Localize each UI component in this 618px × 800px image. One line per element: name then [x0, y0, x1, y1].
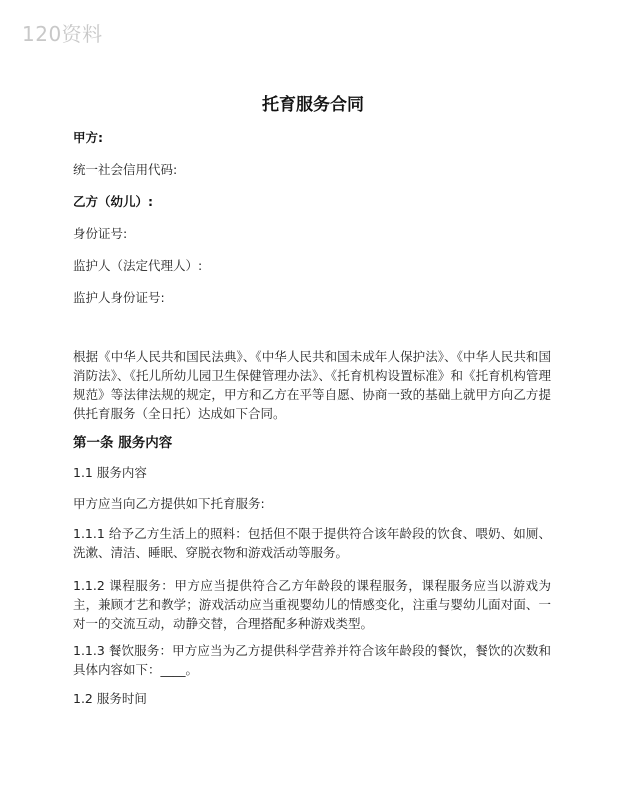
guardian-id-label: 监护人身份证号: [73, 290, 165, 305]
section-1-1-2-paragraph: 1.1.2 课程服务：甲方应当提供符合乙方年龄段的课程服务，课程服务应当以游戏为主，兼顾才艺和教学；游戏活动应当重视婴幼儿的情感变化，注重与婴幼儿面对面、一对一的交流互动，动静交替，合理搭配多种游戏类型。 [73, 578, 551, 631]
section-1-1-1-paragraph: 1.1.1 给予乙方生活上的照料：包括但不限于提供符合该年龄段的饮食、喂奶、如厕、洗漱、清洁、睡眠、穿脱衣物和游戏活动等服务。 [73, 526, 551, 560]
party-a-label: 甲方: [73, 130, 103, 145]
section-1-2-heading: 1.2 服务时间 [73, 691, 147, 706]
watermark: 120资料 [22, 22, 103, 46]
preamble-paragraph: 根据《中华人民共和国民法典》、《中华人民共和国未成年人保护法》、《中华人民共和国消防法》、《托儿所幼儿园卫生保健管理办法》、《托育机构设置标准》和《托育机构管理规范》等法律法规的规定，甲方和乙方在平等自愿、协商一致的基础上就甲方向乙方提供托育服务（全日托）达成如下合同。 [73, 349, 551, 421]
document-title: 托育服务合同 [262, 95, 364, 115]
section-1-1-heading: 1.1 服务内容 [73, 465, 147, 480]
credit-code-label: 统一社会信用代码: [73, 162, 178, 177]
party-b-label: 乙方（幼儿）: [73, 194, 153, 209]
id-number-label: 身份证号: [73, 226, 128, 241]
section-1-1-3-paragraph: 1.1.3 餐饮服务：甲方应当为乙方提供科学营养并符合该年龄段的餐饮，餐饮的次数和具体内容如下：____。 [73, 643, 551, 677]
guardian-label: 监护人（法定代理人）: [73, 258, 203, 273]
section-1-1-intro: 甲方应当向乙方提供如下托育服务: [73, 496, 265, 511]
article-1-heading: 第一条 服务内容 [73, 435, 173, 451]
